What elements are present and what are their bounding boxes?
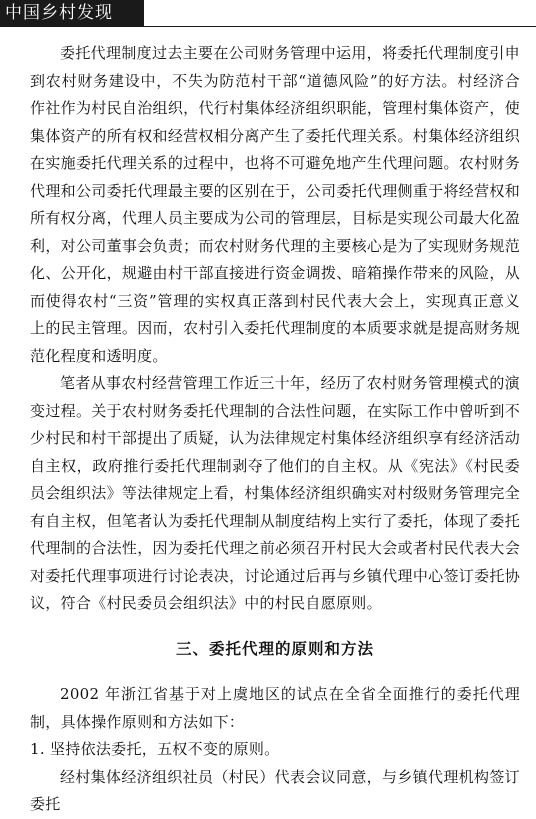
body-paragraph-2: 笔者从事农村经营管理工作近三十年，经历了农村财务管理模式的演变过程。关于农村财务委托代理制的合法性问题，在实际工作中曾听到不少村民和村干部提出了质疑，认为法律规定村集体经济组织享有经济活动自主权，政府推行委托代理制剥夺了他们的自主权。从《宪法》《村民委员会组织法》等法律规定上看，村集体经济组织确实对村级财务管理完全有自主权，但笔者认为委托代理制从制度结构上实行了委托，体现了委托代理制的合法性，因为委托代理之前必须召开村民大会或者村民代表大会对委托代理事项进行讨论表决，讨论通过后再与乡镇代理中心签订委托协议，符合《村民委员会组织法》中的村民自愿原则。 xyxy=(30,374,520,612)
section-heading: 三、委托代理的原则和方法 xyxy=(175,639,374,658)
principle-item-1-text: 经村集体经济组织社员（村民）代表会议同意，与乡镇代理机构签订委托 xyxy=(30,767,520,813)
running-header-title: 中国乡村发现 xyxy=(5,3,113,23)
page-body xyxy=(30,40,520,819)
principle-item-1: 1. 坚持依法委托，五权不变的原则。 xyxy=(30,740,280,758)
header-rule xyxy=(0,26,536,27)
running-header xyxy=(0,0,144,26)
body-paragraph-1: 委托代理制度过去主要在公司财务管理中运用，将委托代理制度引申到农村财务建设中，不失为防范村干部“道德风险”的好方法。村经济合作社作为村民自治组织，代行村集体经济组织职能，管理村集体资产，使集体资产的所有权和经营权相分离产生了委托代理关系。村集体经济组织在实施委托代理关系的过程中，也将不可避免地产生代理问题。农村财务代理和公司委托代理最主要的区别在于，公司委托代理侧重于将经营权和所有权分离，代理人员主要成为公司的管理层，目标是实现公司最大化盈利，对公司董事会负责；而农村财务代理的主要核心是为了实现财务规范化、公开化，规避由村干部直接进行资金调拨、暗箱操作带来的风险，从而使得农村“三资”管理的实权真正落到村民代表大会上，实现真正意义上的民主管理。因而，农村引入委托代理制度的本质要求就是提高财务规范化程度和透明度。 xyxy=(30,44,520,365)
section-intro-paragraph: 2002 年浙江省基于对上虞地区的试点在全省全面推行的委托代理制，具体操作原则和方法如下： xyxy=(30,685,520,731)
